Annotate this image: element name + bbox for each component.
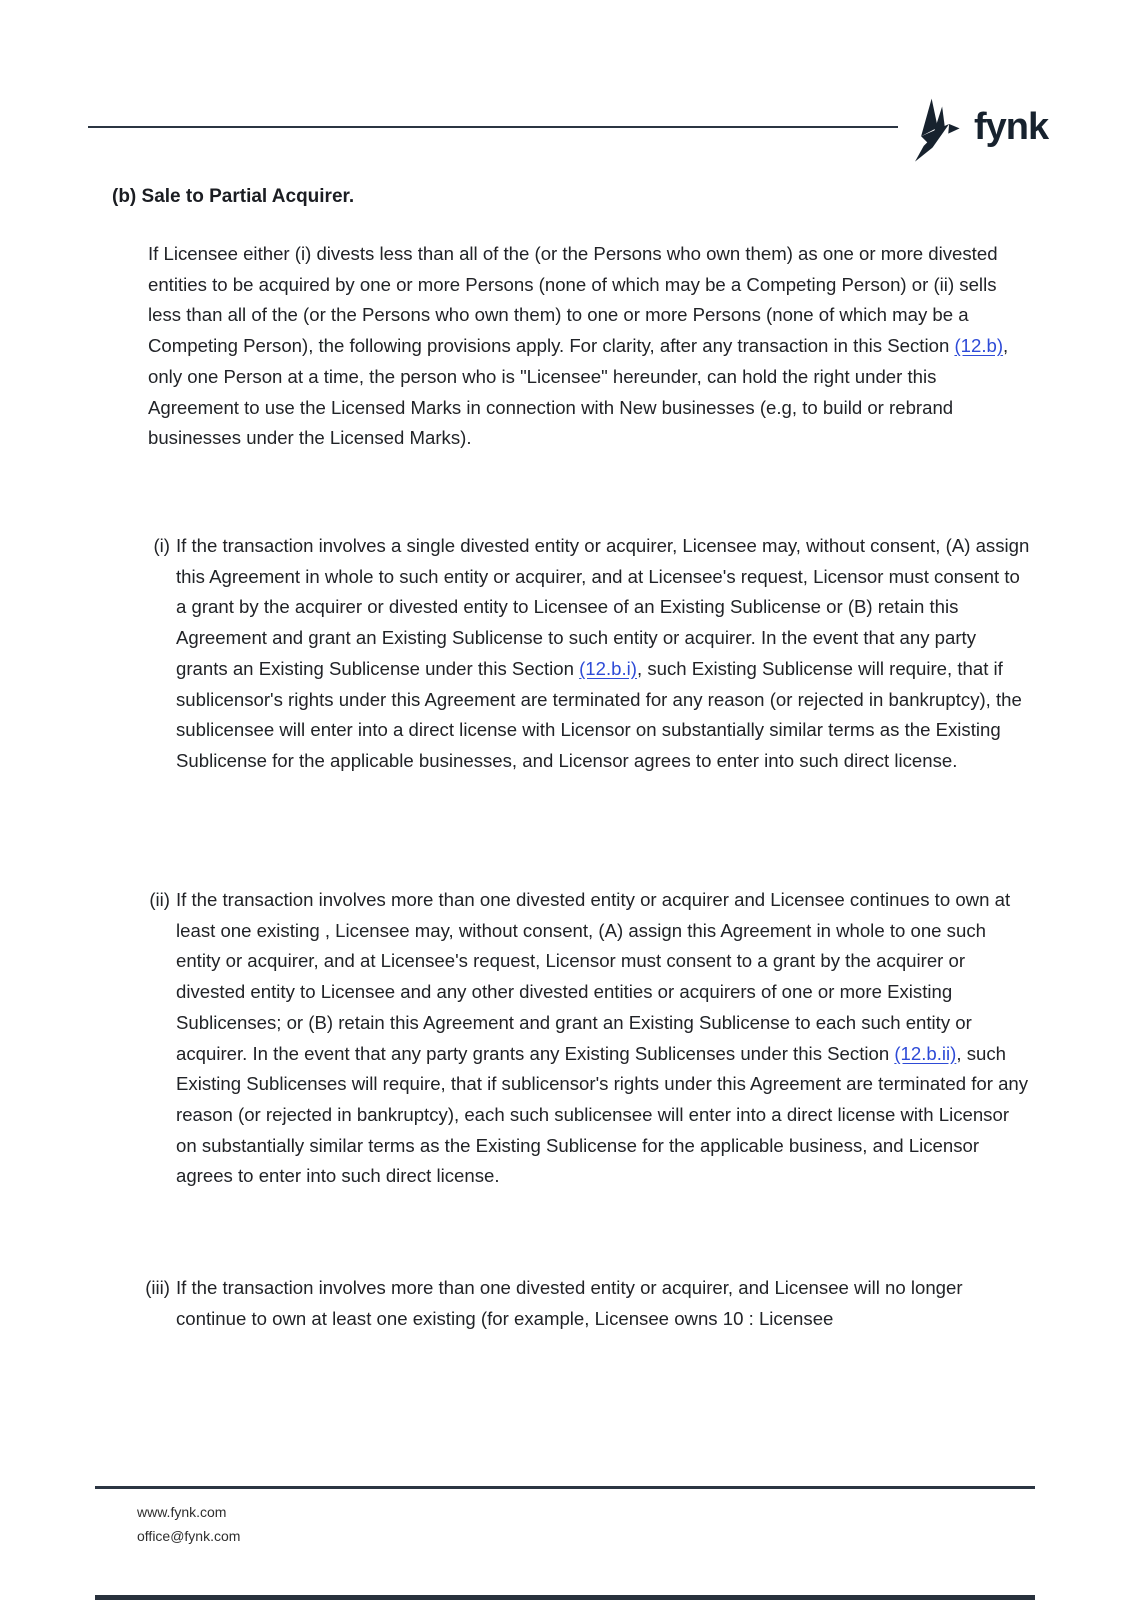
list-item-text xyxy=(176,535,1029,771)
header-divider xyxy=(88,126,898,128)
next-page-edge xyxy=(95,1595,1035,1600)
section-reference-link[interactable]: (12.b.ii) xyxy=(894,1042,957,1064)
footer-website: www.fynk.com xyxy=(137,1504,227,1520)
list-marker: (iii) xyxy=(145,1277,170,1298)
list-item-text xyxy=(176,889,1028,1186)
list-item-text xyxy=(176,1277,963,1329)
footer-divider xyxy=(95,1486,1035,1489)
intro-paragraph xyxy=(148,239,1010,454)
footer-contact xyxy=(137,1500,240,1548)
text-segment: If Licensee either (i) divests less than all of the (or the Persons who own them) as one or more divested entities to be acquired by one or more Persons (none of which may be a Competing Person) or (ii) sells less than all of the (or the Persons who own them) to one or more Persons (none of which may be a Competing Person), the following provisions apply. For clarity, after any transaction in this Section xyxy=(148,243,998,357)
section-reference-link[interactable]: (12.b) xyxy=(954,335,1004,357)
text-segment: If the transaction involves a single divested entity or acquirer, Licensee may, without consent, (A) assign this Agreement in whole to such entity or acquirer, and at Licensee's request, Licensor must consent to a grant by the acquirer or divested entity to Licensee of an Existing Sublicense or (B) retain this Agreement and grant an Existing Sublicense to such entity or acquirer. In the event that any party grants an Existing Sublicense under this Section xyxy=(176,535,1030,679)
list-item-ii xyxy=(149,885,1030,1192)
text-segment: , only one Person at a time, the person who is "Licensee" hereunder, can hold the right under this Agreement to use the Licensed Marks in connection with New businesses (e.g, to build or rebrand businesses under the Licensed Marks). xyxy=(148,335,1009,449)
footer-email: office@fynk.com xyxy=(137,1528,241,1544)
text-segment: , such Existing Sublicenses will require, that if sublicensor's rights under this Agreement are terminated for any reason (or rejected in bankruptcy), each such sublicensee will enter into a direct license with Licensor on substantially similar terms as the Existing Sublicense for the applicable business, and Licensor agrees to enter into such direct license. xyxy=(176,1042,1029,1187)
text-segment: If the transaction involves more than one divested entity or acquirer and Licensee continues to own at least one existing , Licensee may, without consent, (A) assign this Agreement in whole to one such entity or acquirer, and at Licensee's request, Licensor must consent to a grant by the acquirer or divested entity to Licensee and any other divested entities or acquirers of one or more Existing Sublicenses; or (B) retain this Agreement and grant an Existing Sublicense to each such entity or acquirer. In the event that any party grants any Existing Sublicenses under this Section xyxy=(176,889,1011,1064)
list-marker: (i) xyxy=(153,535,170,556)
list-item-iii xyxy=(145,1273,1030,1334)
section-reference-link[interactable]: (12.b.i) xyxy=(579,657,637,679)
section-heading: (b) Sale to Partial Acquirer. xyxy=(112,186,355,207)
text-segment: If the transaction involves more than one divested entity or acquirer, and Licensee will no longer continue to own at least one existing (for example, Licensee owns 10 : Licensee xyxy=(176,1277,963,1329)
text-segment: , such Existing Sublicense will require, that if sublicensor's rights under this Agreement are terminated for any reason (or rejected in bankruptcy), the sublicensee will enter into a direct license with Licensor on substantially similar terms as the Existing Sublicense for the applicable businesses, and Licensor agrees to enter into such direct license. xyxy=(176,657,1022,771)
logo-wordmark: fynk xyxy=(974,106,1049,148)
list-item-i xyxy=(153,531,1030,777)
fynk-logo xyxy=(908,98,1048,164)
origami-bird-icon xyxy=(908,98,964,164)
list-marker: (ii) xyxy=(149,889,170,910)
